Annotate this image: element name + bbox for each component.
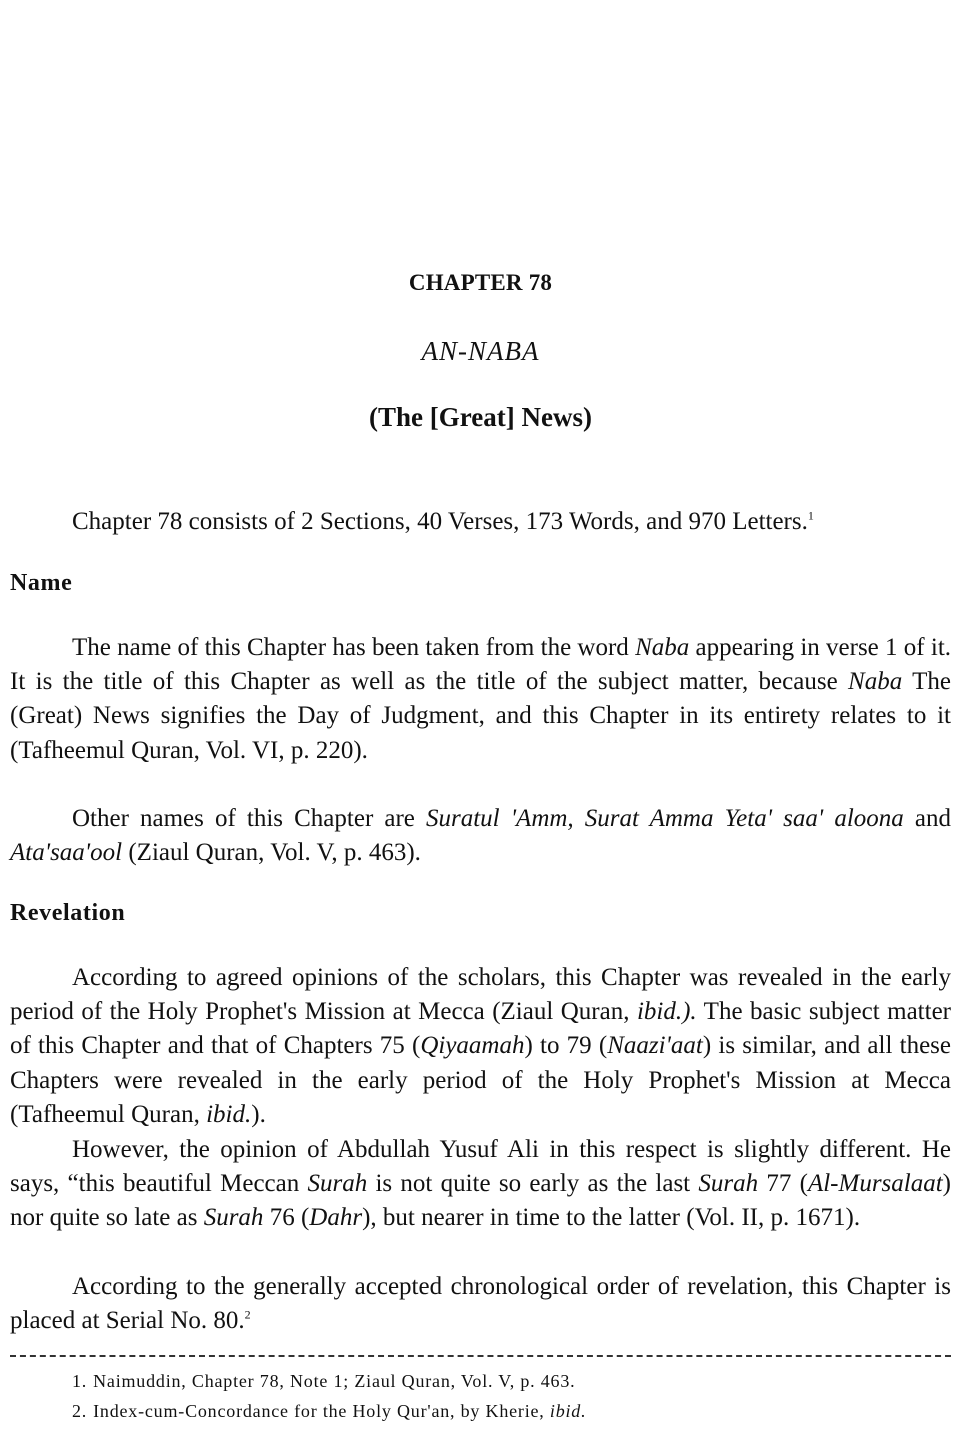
section-heading-revelation: Revelation [10, 900, 126, 926]
revelation-paragraph-2: However, the opinion of Abdullah Yusuf Ali in this respect is slightly different. He says, “this beautiful Meccan Surah is not quite so early as the last Surah 77 (Al-Mursalaat) nor quite so late as Surah 76 (Dahr), but nearer in time to the latter (Vol. II, p. 1671). [10, 1136, 951, 1232]
chapter-subtitle: (The [Great] News) [369, 402, 592, 432]
revelation-paragraph-1: According to agreed opinions of the scholars, this Chapter was revealed in the early period of the Holy Prophet's Mission at Mecca (Ziaul Quran, ibid.). The basic subject matter of this Chapter and that of Chapters 75 (Qiyaamah) to 79 (Naazi'aat) is similar, and all these Chapters were revealed in the early period of the Holy Prophet's Mission at Mecca (Tafheemul Quran, ibid.). [10, 964, 951, 1128]
name-paragraph-1: The name of this Chapter has been taken from the word Naba appearing in verse 1 of it. It is the title of this Chapter as well as the title of the subject matter, because Naba The (Great) News signifies the Day of Judgment, and this Chapter in its entirety relates to it (Tafheemul Quran, Vol. VI, p. 220). [10, 634, 952, 764]
footnote-divider [10, 1355, 951, 1357]
footnote-ref: 1 [807, 508, 814, 523]
footnote-2: 2. Index-cum-Concordance for the Holy Qur'an, by Kherie, ibid. [72, 1401, 587, 1421]
footnote-1: 1. Naimuddin, Chapter 78, Note 1; Ziaul Quran, Vol. V, p. 463. [72, 1371, 576, 1391]
name-paragraph-2: Other names of this Chapter are Suratul 'Amm, Surat Amma Yeta' saa' aloona and Ata'saa'ool (Ziaul Quran, Vol. V, p. 463). [10, 805, 951, 867]
intro-paragraph [10, 505, 951, 539]
footnote-ref: 2 [244, 1307, 251, 1322]
footnotes [72, 1366, 586, 1426]
chapter-name: AN-NABA [421, 336, 540, 366]
revelation-paragraph-3: According to the generally accepted chronological order of revelation, this Chapter is placed at Serial No. 80.$^2$ [10, 1273, 951, 1335]
intro-text: Chapter 78 consists of 2 Sections, 40 Verses, 173 Words, and 970 Letters. [72, 508, 808, 535]
section-heading-name: Name [10, 570, 73, 596]
chapter-label: CHAPTER 78 [408, 270, 553, 295]
